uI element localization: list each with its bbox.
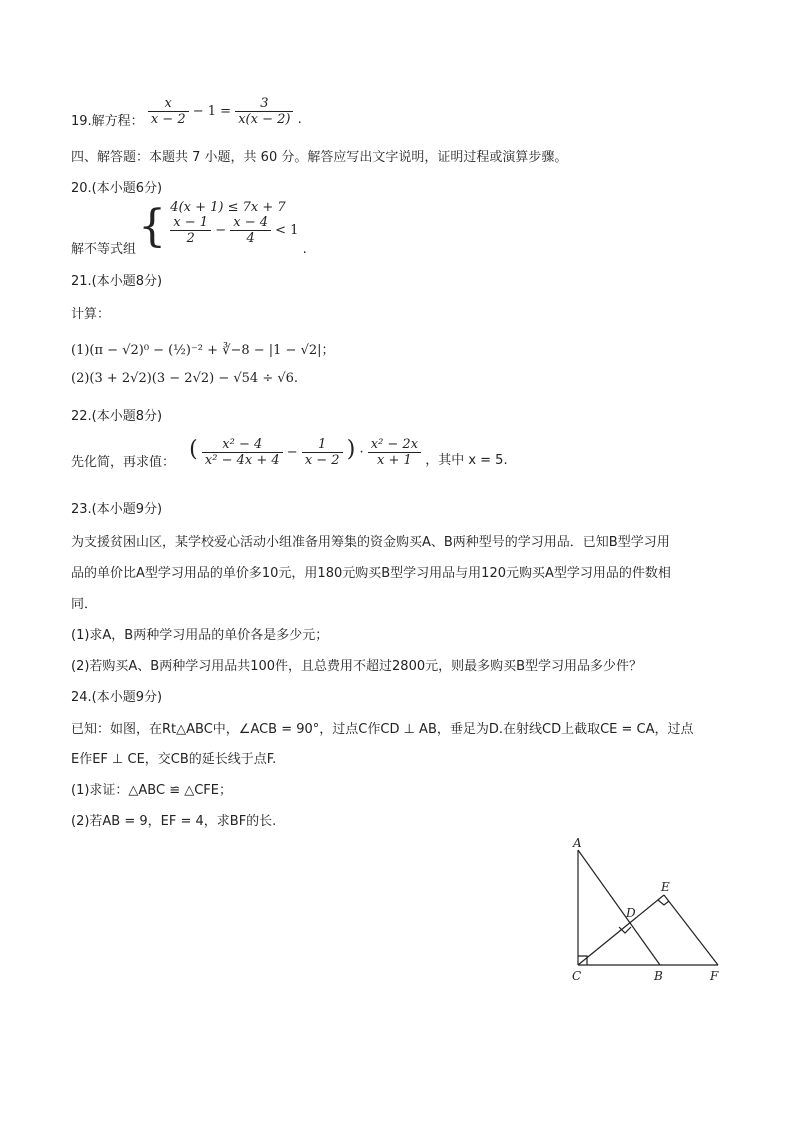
q20-system (170, 200, 298, 246)
q19-label: 19.解方程： (71, 114, 144, 129)
q23-part-2: (2)若购买A、B两种学习用品共100件，且总费用不超过2800元，则最多购买B型学习用品多少件？ (71, 659, 643, 674)
q21-intro: 计算： (71, 307, 111, 322)
q20-frac-2-num: x − 4 (233, 215, 269, 230)
q20-end: . (302, 242, 307, 257)
q22-frac-1-num: x² − 4 (222, 437, 263, 452)
q19 (71, 96, 302, 127)
q19-frac-right-den: x(x − 2) (235, 111, 293, 127)
q20-frac-2 (230, 215, 271, 246)
q22-frac-3-den: x + 1 (368, 452, 421, 468)
q24-line-2: E作EF ⊥ CE，交CB的延长线于点F. (71, 752, 277, 767)
q19-frac-left (148, 96, 189, 127)
q22-header: 22.(本小题8分) (71, 409, 163, 424)
q23-line-1: 为支援贫困山区，某学校爱心活动小组准备用筹集的资金购买A、B两种型号的学习用品．已知B型学习用 (71, 535, 670, 550)
q24-part-2: (2)若AB = 9，EF = 4，求BF的长. (71, 814, 277, 829)
q21-part-2: (2)(3 + 2√2)(3 − 2√2) − √54 ÷ √6. (71, 371, 299, 386)
q20-frac-1 (170, 215, 211, 246)
segment-ce (578, 895, 664, 965)
q20-body (71, 200, 307, 257)
label-e: E (661, 880, 670, 894)
q22-close-paren: ) (346, 437, 356, 462)
q22-frac-1-den: x² − 4x + 4 (202, 452, 283, 468)
q20-label: 解不等式组 (71, 242, 137, 257)
q22-frac-2-num: 1 (318, 437, 327, 452)
q20-brace: { (138, 201, 167, 252)
label-c: C (572, 969, 582, 983)
q19-frac-right-num: 3 (260, 96, 269, 111)
segment-ef (664, 895, 718, 965)
q23-part-1: (1)求A，B两种学习用品的单价各是多少元； (71, 628, 329, 643)
q22-frac-1 (202, 437, 283, 468)
q23-header: 23.(本小题9分) (71, 502, 163, 517)
label-a: A (573, 836, 582, 850)
q22-frac-3-num: x² − 2x (370, 437, 419, 452)
q21-header: 21.(本小题8分) (71, 274, 163, 289)
right-angle-e (658, 900, 669, 905)
label-d: D (626, 906, 636, 920)
q22-frac-2-den: x − 2 (302, 452, 343, 468)
q22-open-paren: ( (189, 437, 198, 462)
q20-header: 20.(本小题6分) (71, 181, 163, 196)
q22-body (71, 437, 508, 468)
section-4-heading: 四、解答题：本题共 7 小题，共 60 分。解答应写出文字说明，证明过程或演算步骤。 (71, 150, 568, 165)
q24-line-1: 已知：如图，在Rt△ABC中，∠ACB = 90°，过点C作CD ⊥ AB，垂足为D.在射线CD上截取CE = CA，过点 (71, 722, 694, 737)
label-b: B (654, 969, 663, 983)
q20-rhs: < 1 (275, 223, 299, 238)
q19-frac-right (235, 96, 293, 127)
q23-line-2: 品的单价比A型学习用品的单价多10元，用180元购买B型学习用品与用120元购买A型学习用品的件数相 (71, 566, 671, 581)
q20-frac-1-num: x − 1 (173, 215, 209, 230)
q19-end: . (297, 112, 302, 127)
q21-part-1: (1)(π − √2)⁰ − (½)⁻² + ∛−8 − |1 − √2|； (71, 343, 335, 358)
q24-figure (560, 835, 740, 985)
q20-inequality-1: 4(x + 1) ≤ 7x + 7 (170, 200, 286, 215)
q20-inequality-2 (170, 215, 298, 246)
q22-label: 先化简，再求值： (71, 455, 176, 470)
q24-part-1: (1)求证：△ABC ≌ △CFE； (71, 783, 232, 798)
q22-dot: · (359, 445, 364, 460)
q20-minus: − (215, 223, 227, 238)
q22-minus: − (286, 445, 298, 460)
q23-line-3: 同． (71, 597, 98, 612)
q22-tail: ，其中 x = 5. (425, 453, 508, 468)
q22-frac-2 (302, 437, 343, 468)
q24-header: 24.(本小题9分) (71, 690, 163, 705)
label-f: F (710, 969, 719, 983)
q22-frac-3 (368, 437, 421, 468)
q19-middle: − 1 = (192, 104, 232, 119)
q19-frac-left-num: x (164, 96, 172, 111)
q19-frac-left-den: x − 2 (148, 111, 189, 127)
q20-frac-2-den: 4 (230, 230, 271, 246)
q20-frac-1-den: 2 (170, 230, 211, 246)
